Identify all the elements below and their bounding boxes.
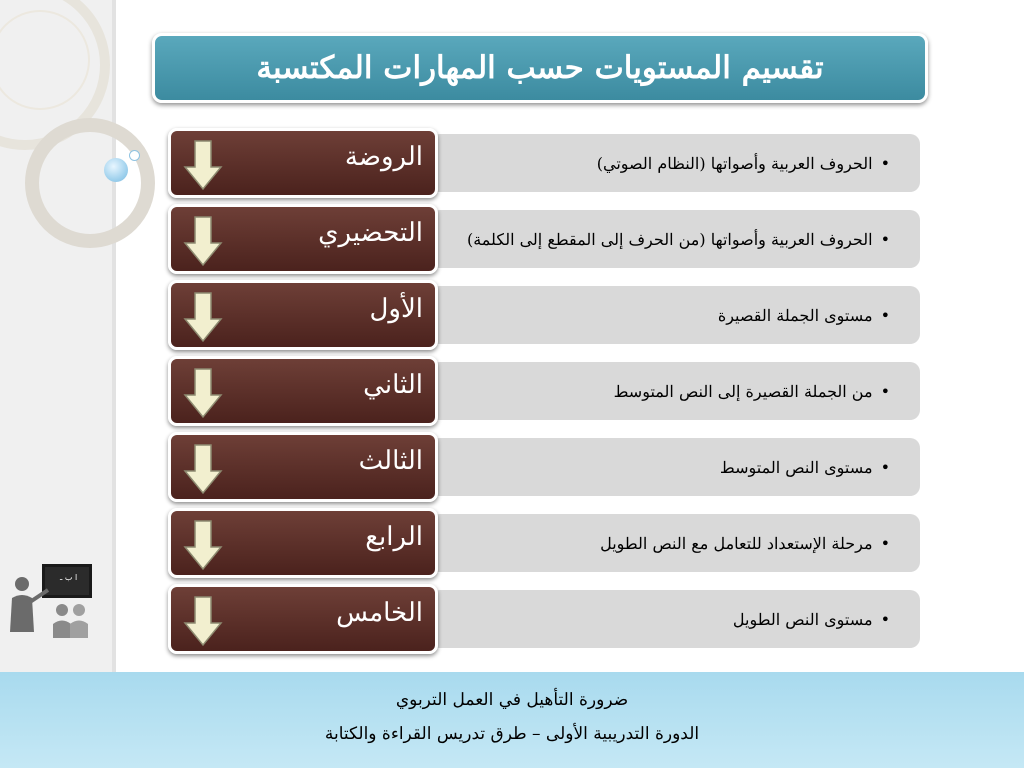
level-description-bar (430, 514, 920, 572)
down-arrow-icon (183, 443, 223, 495)
level-box (168, 432, 438, 502)
level-description: مستوى النص المتوسط (719, 457, 873, 477)
decorative-ring-middle (25, 118, 155, 248)
level-row (168, 128, 920, 198)
level-description: من الجملة القصيرة إلى النص المتوسط (613, 381, 873, 401)
level-description: مستوى النص الطويل (732, 609, 873, 629)
level-label: الثاني (363, 370, 423, 400)
left-strip-edge (112, 0, 116, 672)
decorative-bubble (104, 158, 128, 182)
level-box (168, 584, 438, 654)
level-description-bar (430, 590, 920, 648)
svg-text:ا ب ـ: ا ب ـ (60, 573, 78, 582)
down-arrow-icon (183, 595, 223, 647)
level-row (168, 432, 920, 502)
level-box (168, 204, 438, 274)
slide-title: تقسيم المستويات حسب المهارات المكتسبة (256, 50, 824, 86)
footer-line-2: الدورة التدريبية الأولى – طرق تدريس القراءة والكتابة (324, 724, 700, 744)
level-label: الخامس (336, 598, 423, 628)
level-row (168, 204, 920, 274)
presenter-icon (8, 562, 98, 642)
down-arrow-icon (183, 519, 223, 571)
level-label: الروضة (344, 142, 423, 172)
level-row (168, 584, 920, 654)
footer-line-1: ضرورة التأهيل في العمل التربوي (395, 690, 629, 710)
down-arrow-icon (183, 291, 223, 343)
level-label: الرابع (365, 522, 423, 552)
level-box (168, 356, 438, 426)
level-description: مستوى الجملة القصيرة (717, 305, 873, 325)
bullet-icon: • (880, 229, 890, 249)
bullet-icon: • (880, 305, 890, 325)
level-box (168, 280, 438, 350)
bullet-icon: • (880, 457, 890, 477)
level-label: الأول (369, 294, 423, 324)
bullet-icon: • (880, 609, 890, 629)
level-row (168, 356, 920, 426)
bullet-icon: • (880, 533, 890, 553)
level-box (168, 128, 438, 198)
level-description-bar (430, 210, 920, 268)
bullet-icon: • (880, 153, 890, 173)
down-arrow-icon (183, 367, 223, 419)
level-label: الثالث (358, 446, 423, 476)
level-description-bar (430, 438, 920, 496)
level-description: مرحلة الإستعداد للتعامل مع النص الطويل (600, 533, 873, 553)
footer-bar (0, 672, 1024, 768)
level-label: التحضيري (318, 218, 423, 248)
slide-title-box (152, 33, 928, 103)
level-box (168, 508, 438, 578)
level-description-bar (430, 286, 920, 344)
level-description: الحروف العربية وأصواتها (النظام الصوتي) (596, 153, 873, 173)
down-arrow-icon (183, 215, 223, 267)
level-description-bar (430, 362, 920, 420)
down-arrow-icon (183, 139, 223, 191)
level-description-bar (430, 134, 920, 192)
decorative-bubble-small (129, 150, 140, 161)
level-row (168, 280, 920, 350)
level-row (168, 508, 920, 578)
level-description: الحروف العربية وأصواتها (من الحرف إلى المقطع إلى الكلمة) (466, 229, 873, 249)
bullet-icon: • (880, 381, 890, 401)
